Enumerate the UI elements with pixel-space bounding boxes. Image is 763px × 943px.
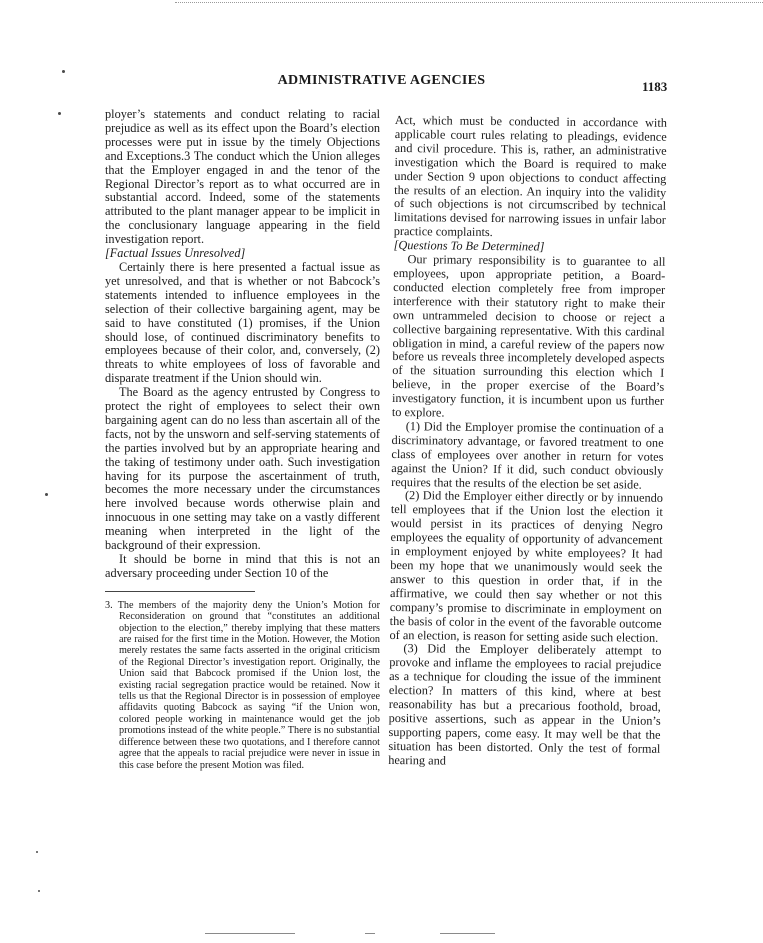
paragraph: (3) Did the Employer deliberately attempt to provoke and inflame the employees to racial prejudice as a technique for clouding the issue of the imminent election? In matters of this kind, where at best reasonability has but a precarious foothold, broad, positive assertions, such as appear in the Union’s supporting papers, come easy. It may well be that the situation has been distorted. Only the test of formal hearing and xyxy=(388,641,662,768)
paragraph: (1) Did the Employer promise the continuation of a discriminatory advantage, or favored treatment to one class of employees over another in return for votes against the Union? If it did, such conduct obviously requires that the results of the election be set aside. xyxy=(391,419,664,492)
section-heading: [Questions To Be Determined] xyxy=(393,238,545,254)
bottom-scan-line xyxy=(205,933,295,934)
page-number: 1183 xyxy=(642,79,668,94)
paragraph: (2) Did the Employer either directly or by innuendo tell employees that if the Union lost the election it would persist in its practices of denying Negro employees the equality of opportunity of advancement in employment enjoyed by white employees? It had been my hope that we unanimously would seek the answer to this question in order that, if in the affirmative, we could then say whether or not this company’s promise to discriminate in employment on the basis of color in the event of the favorable outcome of an election, is reason for setting aside such election. xyxy=(389,488,664,645)
top-dotted-edge xyxy=(175,2,763,3)
paragraph: Our primary responsibility is to guarantee to all employees, upon appropriate petition, a Board-conducted election completely free from improper interference with their statutory right to make their own untrammeled decision to choose or reject a collective bargaining representative. With this cardinal obligation in mind, a careful review of the papers now before us reveals three incompletely developed aspects of the situation surrounding this election which I believe, in the proper exercise of the Board’s investigatory function, it is incumbent upon us further to explore. xyxy=(391,252,666,420)
margin-dot-mark xyxy=(38,890,40,892)
margin-dot-mark xyxy=(36,851,38,853)
running-head: ADMINISTRATIVE AGENCIES xyxy=(277,73,486,88)
section-heading: [Factual Issues Unresolved] xyxy=(105,246,246,261)
paragraph: Act, which must be conducted in accordance with applicable court rules relating to pleadings, evidence and civil procedure. This is, rather, an administrative investigation which the Board is required to make under Section 9 upon objections to conduct affecting the results of an election. An inquiry into the validity of such objections is not circumscribed by technical limitations devised for narrowing issues in unfair labor practice complaints. xyxy=(393,113,667,240)
paragraph: Certainly there is here presented a factual issue as yet unresolved, and that is whether or not Babcock’s statements intended to influence employees in the selection of their collective bargaining agent, may be said to have constituted (1) promises, if the Union should lose, of continued discriminatory benefits to employees because of their color, and, conversely, (2) threats to white employees of loss of favorable and disparate treatment if the Union should win. xyxy=(105,259,380,386)
paragraph: The Board as the agency entrusted by Congress to protect the right of employees to select their own bargaining agent can do no less than ascertain all of the facts, not by the unsworn and self-serving statements of the parties involved but by an appropriate hearing and the taking of testimony under oath. Such investigation having for its purpose the ascertainment of truth, becomes the more necessary under the circumstances here involved because words otherwise plain and innocuous in one setting may take on a vastly different meaning when interpreted in the light of the background of their expression. xyxy=(105,385,380,553)
bottom-scan-line xyxy=(440,933,495,934)
bottom-scan-line xyxy=(365,933,375,934)
footnote-divider xyxy=(105,591,255,592)
footnote: 3. The members of the majority deny the Union’s Motion for Reconsideration on ground that “constitutes an additional objection to the election,” thereby implying that these matters are raised for the first time in the Motion. However, the Motion merely restates the same facts asserted in the original criticism of the Regional Director’s investigation report. Originally, the Union said that Babcock promised if the Union lost, the existing racial segregation practice would be retained. Now it tells us that the Regional Director is in possession of employee affidavits quoting Babcock as saying “if the Union won, colored people working in maintenance would get the job promotions instead of the white people.” There is no substantial difference between these two quotations, and I therefore cannot agree that the appeals to racial prejudice were never in issue in this case before the present Motion was filed. xyxy=(105,599,380,771)
margin-dot-mark xyxy=(45,493,48,496)
left-column xyxy=(105,108,380,771)
paragraph: ployer’s statements and conduct relating to racial prejudice as well as its effect upon the Board’s election processes were put in issue by the timely Objections and Exceptions.3 The conduct which the Union alleges that the Employer engaged in and the tenor of the Regional Director’s report as to what occurred are in substantial accord. Indeed, some of the statements attributed to the plant manager appear to be implicit in the conclusionary language appearing in the field investigation report. xyxy=(105,107,380,247)
margin-dot-mark xyxy=(58,112,61,115)
paragraph: It should be borne in mind that this is not an adversary proceeding under Section 10 of the xyxy=(105,552,380,580)
right-column xyxy=(388,114,667,770)
